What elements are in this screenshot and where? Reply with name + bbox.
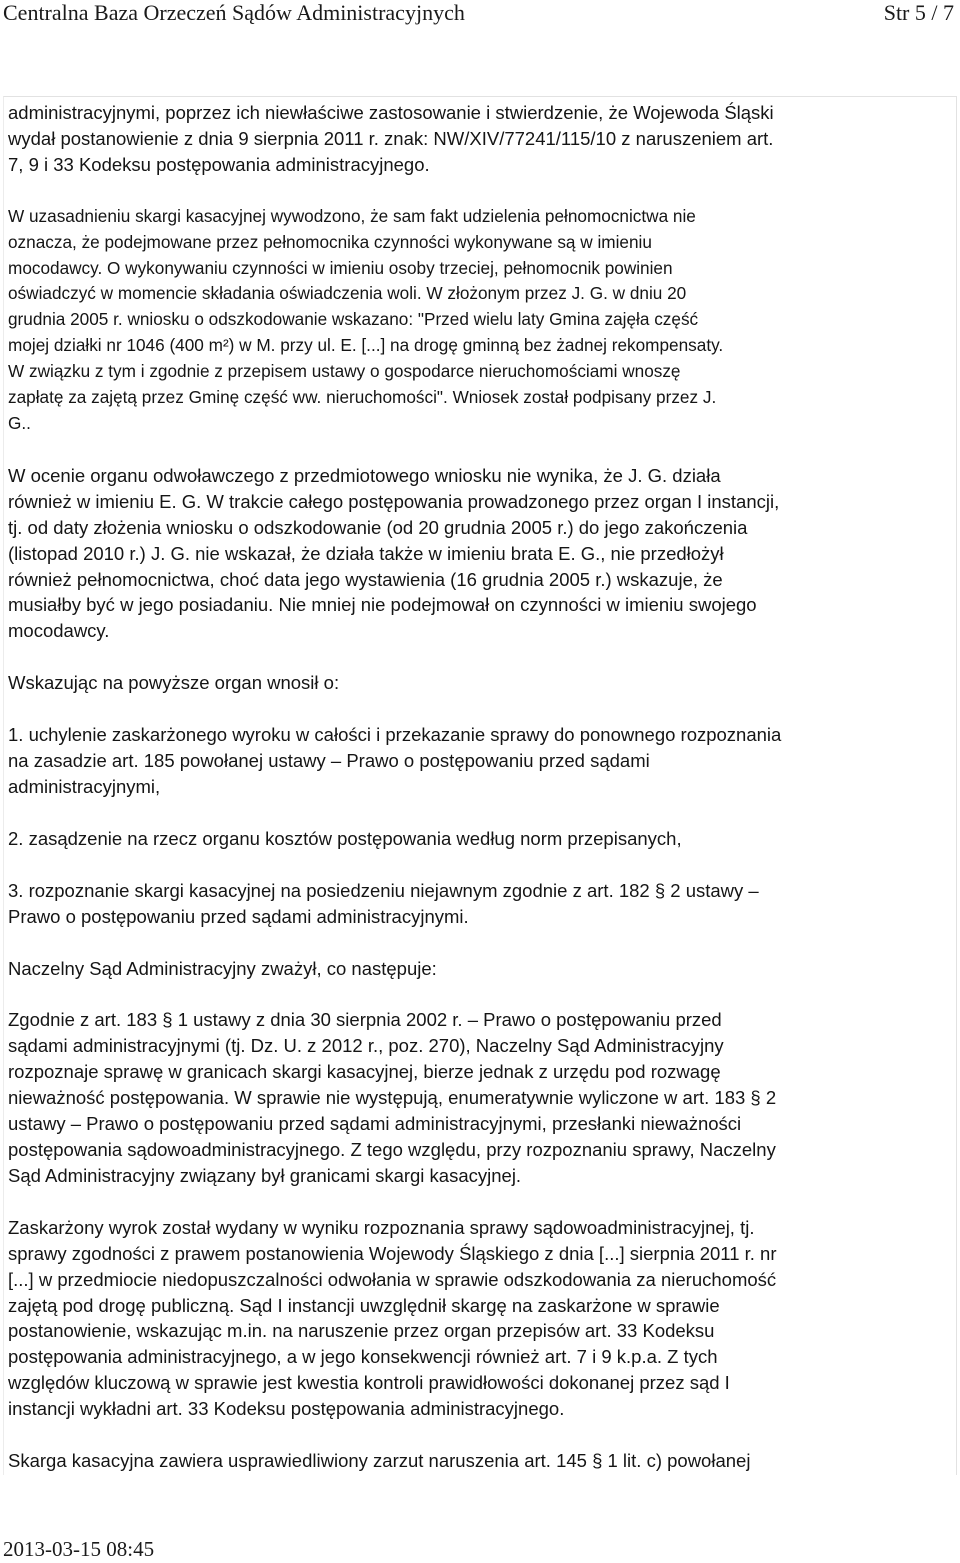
document-body bbox=[8, 100, 948, 1474]
paragraph-line: sprawy zgodności z prawem postanowienia Wojewody Śląskiego z dnia [...] sierpnia 2011 r. nr bbox=[8, 1242, 777, 1264]
paragraph-line: administracyjnymi, bbox=[8, 775, 161, 797]
paragraph-line: również pełnomocnictwa, choć data jego wystawienia (16 grudnia 2005 r.) wskazuje, że bbox=[8, 568, 723, 590]
paragraph-line: postępowania sądowoadministracyjnego. Z tego względu, przy rozpoznaniu sprawy, Naczelny bbox=[8, 1139, 776, 1160]
paragraph-line: musiałby być w jego posiadaniu. Nie mniej nie podejmował on czynności w imieniu swojego bbox=[8, 594, 757, 616]
paragraph-line: [...] w przedmiocie niedopuszczalności odwołania w sprawie odszkodowania za nieruchomość bbox=[8, 1268, 777, 1290]
paragraph-line: W uzasadnieniu skargi kasacyjnej wywodzono, że sam fakt udzielenia pełnomocnictwa nie bbox=[8, 205, 696, 226]
paragraph-line: tj. od daty złożenia wniosku o odszkodowanie (od 20 grudnia 2005 r.) do jego zakończenia bbox=[8, 516, 748, 538]
paragraph-line: Wskazując na powyższe organ wnosił o: bbox=[8, 672, 340, 694]
paragraph-line: sądami administracyjnymi (tj. Dz. U. z 2012 r., poz. 270), Naczelny Sąd Administracyjny bbox=[8, 1035, 724, 1057]
paragraph-line: (listopad 2010 r.) J. G. nie wskazał, że działa także w imieniu brata E. G., nie przedłożył bbox=[8, 542, 724, 564]
paragraph-line: Prawo o postępowaniu przed sądami administracyjnymi. bbox=[8, 905, 469, 927]
paragraph-line: 1. uchylenie zaskarżonego wyroku w całości i przekazanie sprawy do ponownego rozpoznania bbox=[8, 724, 782, 746]
paragraph-line: Zaskarżony wyrok został wydany w wyniku rozpoznania sprawy sądowoadministracyjnej, tj. bbox=[8, 1216, 755, 1238]
page-header bbox=[3, 0, 954, 30]
paragraph-line: rozpoznaje sprawę w granicach skargi kasacyjnej, bierze jednak z urzędu pod rozwagę bbox=[8, 1061, 721, 1083]
paragraph-line: 2. zasądzenie na rzecz organu kosztów postępowania według norm przepisanych, bbox=[8, 827, 682, 849]
paragraph-line: względów kluczową w sprawie jest kwestia kontroli prawidłowości dokonanej przez sąd I bbox=[8, 1372, 730, 1394]
paragraph-line: W ocenie organu odwoławczego z przedmiotowego wniosku nie wynika, że J. G. działa bbox=[8, 464, 721, 486]
paragraph-line: grudnia 2005 r. wniosku o odszkodowanie wskazano: "Przed wielu laty Gmina zajęła część bbox=[8, 309, 699, 330]
paragraph-line: oznacza, że podejmowane przez pełnomocnika czynności wykonywane są w imieniu bbox=[8, 231, 652, 252]
paragraph-line: nieważność postępowania. W sprawie nie występują, enumeratywnie wyliczone w art. 183 § 2 bbox=[8, 1087, 777, 1109]
paragraph-line: G.. bbox=[8, 412, 31, 433]
paragraph-line: Skarga kasacyjna zawiera usprawiedliwiony zarzut naruszenia art. 145 § 1 lit. c) powołanej bbox=[8, 1450, 751, 1472]
paragraph-line: zapłatę za zajętą przez Gminę część ww. nieruchomości". Wniosek został podpisany przez J. bbox=[8, 387, 717, 408]
paragraph-line: administracyjnymi, poprzez ich niewłaściwe zastosowanie i stwierdzenie, że Wojewoda Śląski bbox=[8, 102, 774, 123]
paragraph-line: 3. rozpoznanie skargi kasacyjnej na posiedzeniu niejawnym zgodnie z art. 182 § 2 ustawy – bbox=[8, 879, 759, 901]
footer-timestamp: 2013-03-15 08:45 bbox=[3, 1537, 155, 1561]
paragraph-line: na zasadzie art. 185 powołanej ustawy – Prawo o postępowaniu przed sądami bbox=[8, 750, 650, 772]
paragraph-line: oświadczyć w momencie składania oświadczenia woli. W złożonym przez J. G. w dniu 20 bbox=[8, 283, 687, 304]
header-title: Centralna Baza Orzeczeń Sądów Administracyjnych bbox=[3, 0, 465, 25]
paragraph-line: ustawy – Prawo o postępowaniu przed sądami administracyjnymi, przesłanki nieważności bbox=[8, 1113, 742, 1135]
paragraph-line: Sąd Administracyjny związany był granicami skargi kasacyjnej. bbox=[8, 1164, 522, 1186]
paragraph-line: zajętą pod drogę publiczną. Sąd I instancji uwzględnił skargę na zaskarżone w sprawie bbox=[8, 1294, 720, 1316]
paragraph-line: postanowienie, wskazując m.in. na naruszenie przez organ przepisów art. 33 Kodeksu bbox=[8, 1320, 715, 1342]
paragraph-line: mojej działki nr 1046 (400 m²) w M. przy ul. E. [...] na drogę gminną bez żadnej rekompensaty. bbox=[8, 335, 724, 356]
paragraph-line: W związku z tym i zgodnie z przepisem ustawy o gospodarce nieruchomościami wnoszę bbox=[8, 361, 681, 382]
paragraph-line: również w imieniu E. G. W trakcie całego postępowania prowadzonego przez organ I instancji, bbox=[8, 490, 780, 512]
paragraph-line: Naczelny Sąd Administracyjny zważył, co następuje: bbox=[8, 957, 437, 979]
paragraph-line: wydał postanowienie z dnia 9 sierpnia 2011 r. znak: NW/XIV/77241/115/10 z naruszeniem art. bbox=[8, 127, 774, 149]
paragraph-line: postępowania administracyjnego, a w jego konsekwencji również art. 7 i 9 k.p.a. Z tych bbox=[8, 1346, 718, 1368]
paragraph-line: mocodawcy. bbox=[8, 620, 110, 642]
paragraph-line: Zgodnie z art. 183 § 1 ustawy z dnia 30 sierpnia 2002 r. – Prawo o postępowaniu przed bbox=[8, 1009, 722, 1031]
paragraph-line: mocodawcy. O wykonywaniu czynności w imieniu osoby trzeciej, pełnomocnik powinien bbox=[8, 257, 673, 278]
paragraph-line: instancji wykładni art. 33 Kodeksu postępowania administracyjnego. bbox=[8, 1398, 565, 1420]
page-number: Str 5 / 7 bbox=[883, 0, 954, 25]
paragraph-line: 7, 9 i 33 Kodeksu postępowania administracyjnego. bbox=[8, 153, 430, 175]
